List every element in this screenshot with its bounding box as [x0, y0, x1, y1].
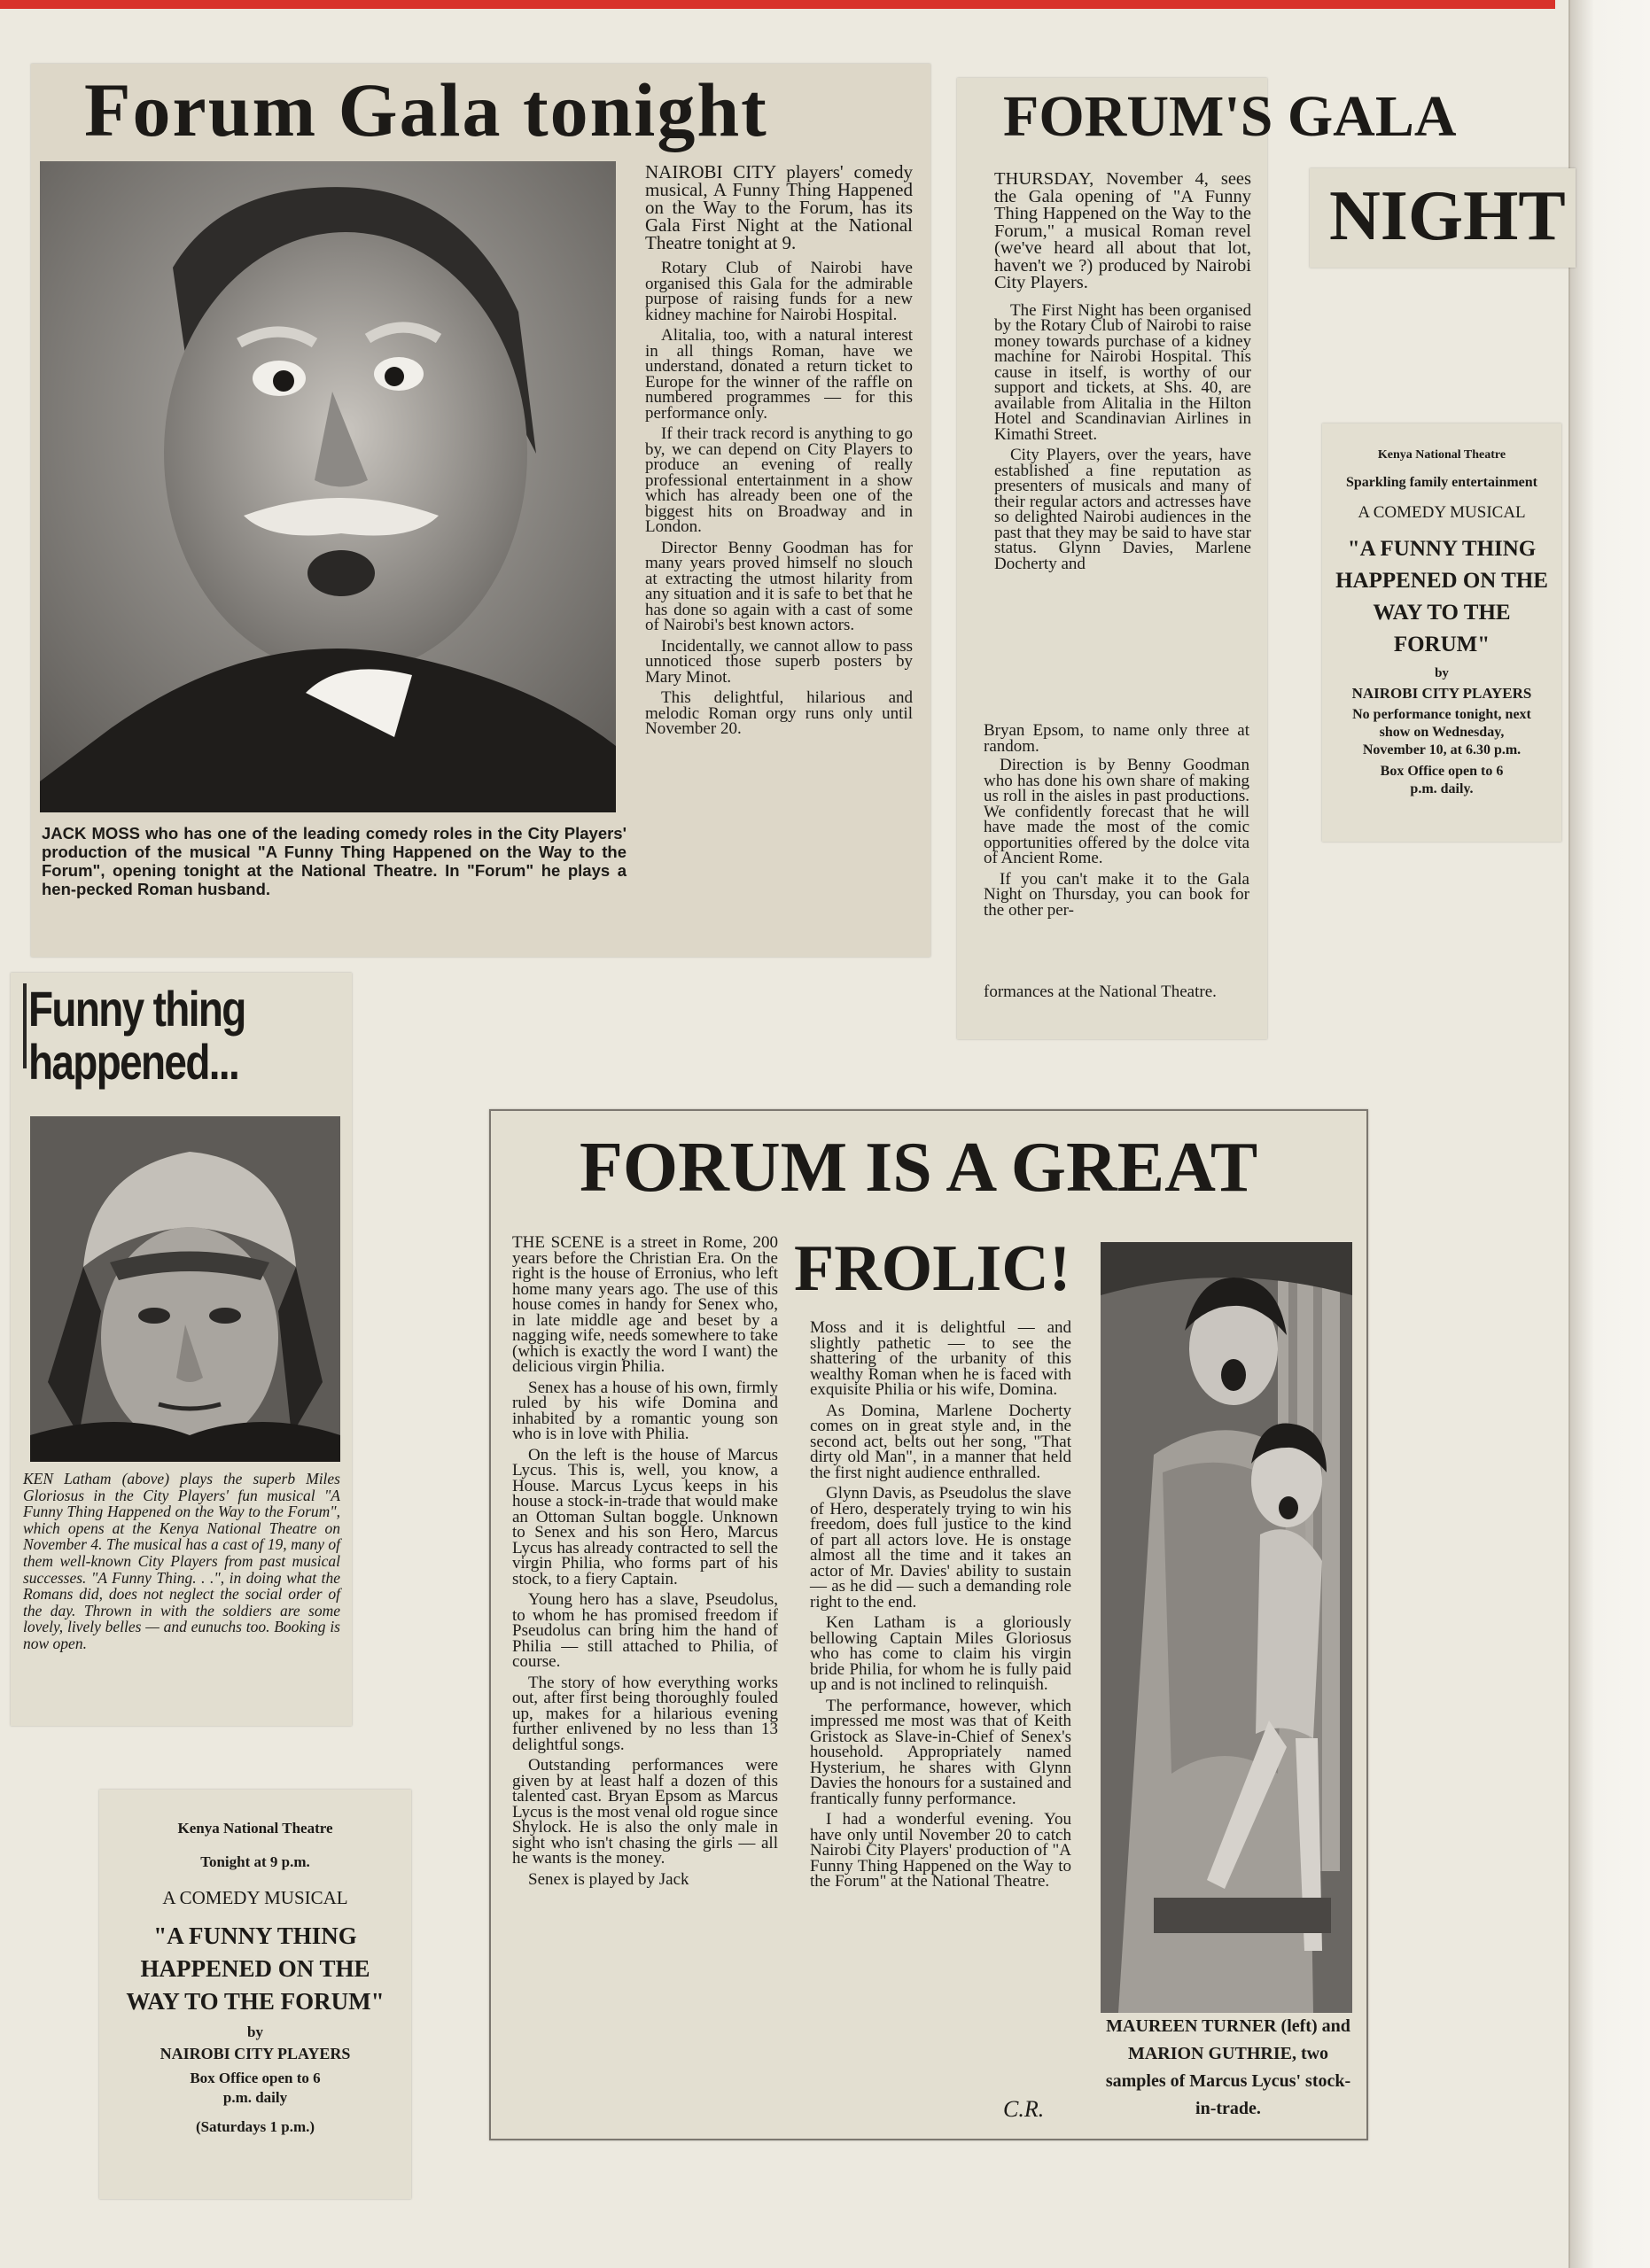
headline-line-2: NIGHT [1329, 177, 1566, 255]
ad-saturday-hours: (Saturdays 1 p.m.) [195, 2118, 315, 2135]
headline-line-1: FORUM IS A GREAT [580, 1129, 1258, 1207]
album-spine [1568, 0, 1650, 2268]
article-column-1 [512, 1235, 778, 1892]
clipping-forum-is-a-great-frolic [489, 1109, 1368, 2140]
paragraph: Moss and it is delightful — and slightly pathetic — to see the shattering of the urbanity of this wealthy Roman when he is faced with exquisite Philia or his wife, Domina. [810, 1318, 1071, 1399]
ad-show-title: "A FUNNY THING HAPPENED ON THE WAY TO THE FORUM" [1335, 537, 1548, 656]
article-body [645, 163, 913, 742]
paragraph: The performance, however, which impressed me most was that of Keith Gristock as Slave-in-Chief of Senex's household. Appropriately named Hysterium, he shares with Glynn Davies the honours for a sustained and frantically funny performance. [810, 1696, 1071, 1808]
paragraph: Rotary Club of Nairobi have organised this Gala for the admirable purpose of raising funds for a new kidney machine for Nairobi Hospital. [645, 259, 913, 324]
photo-caption: KEN Latham (above) plays the superb Miles Gloriosus in the City Players' fun musical "A Funny Thing Happened on the Way to the Forum", which opens at the Kenya National Theatre on November 4. The musical has a cast of 19, many of them well-known City Players from past musical successes. "A Funny Thing. . .", in doing what the Romans did, does not neglect the social order of the day. Thrown in with the soldiers are some lovely, lively belles — and eunuchs too. Booking is now open. [23, 1470, 340, 1652]
headline-line-2: happened... [28, 1034, 239, 1090]
article-tail: formances at the National Theatre. [984, 983, 1217, 1001]
paragraph: Ken Latham is a gloriously bellowing Captain Miles Gloriosus who has come to claim his virgin bride Philia, for whom he is fully paid up and is not inclined to relinquish. [810, 1613, 1071, 1694]
two-women-illustration [1101, 1242, 1352, 2013]
ad-type: A COMEDY MUSICAL [1358, 503, 1526, 522]
photo-ken-latham [30, 1116, 340, 1462]
ad-tagline: Sparkling family entertainment [1346, 475, 1537, 490]
paragraph: Director Benny Goodman has for many years proved himself no slouch at extracting the utmost hilarity from any situation and it is safe to bet that he has done so again with a cast of some of Nairobi's best known actors. [645, 538, 913, 634]
ad-venue: Kenya National Theatre [1377, 448, 1506, 462]
paragraph: The story of how everything works out, after first being thoroughly fouled up, makes for a hilarious evening further enlivened by no less than 13 delightful songs. [512, 1673, 778, 1754]
ad-time: Tonight at 9 p.m. [200, 1853, 310, 1870]
headline-line-1: Funny thing [28, 981, 245, 1037]
headline-line-2: FROLIC! [794, 1232, 1071, 1305]
ad-company: NAIROBI CITY PLAYERS [1351, 685, 1532, 702]
paragraph: The First Night has been organised by the Rotary Club of Nairobi to raise money towards purchase of a kidney machine for Nairobi Hospital. This cause in itself, is worthy of our support and tickets, at Shs. 40, are available from Alitalia in the Hilton Hotel and Scandinavian Airlines in Kimathi Street. [994, 300, 1251, 444]
article-continued [984, 723, 1249, 923]
paragraph: If you can't make it to the Gala Night on Thursday, you can book for the other per- [984, 869, 1249, 920]
paragraph: This delightful, hilarious and melodic Roman orgy runs only until November 20. [645, 688, 913, 738]
ad-box-office: Box Office open to 6 p.m. daily. [1380, 764, 1504, 796]
headline: Forum Gala tonight [84, 67, 768, 152]
clipping-funny-thing-happened [11, 973, 352, 1726]
headline-rule [23, 983, 27, 1068]
lead-paragraph: NAIROBI CITY players' comedy musical, A Funny Thing Happened on the Way to the Forum, has its Gala First Night at the National Theatre tonight at 9. [645, 161, 913, 253]
paragraph: As Domina, Marlene Docherty comes on in great style and, in the second act, belts out her song, "That dirty old Man", in a manner that held the first night audience enthralled. [810, 1401, 1071, 1482]
portrait-illustration [40, 161, 616, 812]
paragraph: Alitalia, too, with a natural interest in all things Roman, have we understand, donated a return ticket to Europe for the winner of the raffle on numbered programmes — for this performance only. [645, 326, 913, 423]
photo-jack-moss [40, 161, 616, 812]
article-column-2 [810, 1320, 1071, 1895]
ad-box-office: Box Office open to 6 p.m. daily [190, 2070, 321, 2106]
headline-line-1: FORUM'S GALA [1003, 84, 1457, 149]
ad-type: A COMEDY MUSICAL [162, 1887, 348, 1908]
paragraph: If their track record is anything to go by, we can depend on City Players to produce an evening of really professional entertainment in a show which has already been one of the biggest hits on Broadway and in London. [645, 424, 913, 536]
advert-kenya-national-theatre-2 [99, 1790, 411, 2199]
advert-kenya-national-theatre-1 [1322, 423, 1561, 842]
ad-company: NAIROBI CITY PLAYERS [160, 2045, 351, 2062]
clipping-forum-gala-tonight [31, 64, 930, 957]
paragraph: Bryan Epsom, to name only three at random. [984, 721, 1249, 756]
paragraph: Glynn Davis, as Pseudolus the slave of Hero, desperately trying to win his freedom, does full justice to the kind of part all actors love. He is onstage almost all the time and it takes an actor of Mr. Davies' ability to sustain — as he did — such a demanding role right to the end. [810, 1484, 1071, 1612]
paragraph: On the left is the house of Marcus Lycus. This is, well, you know, a House. Marcus Lycus keeps in his house a stock-in-trade that would make an Ottoman Sultan boggle. Unknown to Senex and his son Hero, Marcus Lycus has already contracted to sell the virgin Philia, who forms part of his stock, to a fiery Captain. [512, 1445, 778, 1588]
ad-venue: Kenya National Theatre [177, 1820, 333, 1837]
ad-show-title: "A FUNNY THING HAPPENED ON THE WAY TO THE FORUM" [126, 1922, 385, 2015]
paragraph: Senex is played by Jack [528, 1869, 689, 1889]
photo-caption: MAUREEN TURNER (left) and MARION GUTHRIE, two samples of Marcus Lycus' stock-in-trade. [1105, 2016, 1351, 2118]
helmeted-portrait-illustration [30, 1116, 340, 1462]
ad-note: No performance tonight, next show on Wednesday, November 10, at 6.30 p.m. [1352, 707, 1531, 757]
paragraph: THE SCENE is a street in Rome, 200 years before the Christian Era. On the right is the house of Erronius, who left home many years ago. The use of this house comes in handy for Senex who, in late middle age and beset by a nagging wife, needs somewhere to take (which is exactly the word I want) the delicious virgin Philia. [512, 1233, 778, 1376]
photo-maureen-turner-marion-guthrie [1101, 1242, 1352, 2013]
paragraph: City Players, over the years, have established a fine reputation as presenters of musicals and many of their regular actors and actresses have so delighted Nairobi audiences in the past that they may be said to have star status. Glynn Davies, Marlene Docherty and [994, 446, 1251, 573]
paragraph: Senex has a house of his own, firmly ruled by his wife Domina and inhabited by a romantic young son who is in love with Philia. [512, 1378, 778, 1443]
paragraph: Young hero has a slave, Pseudolus, to whom he has promised freedom if Pseudolus can bring him the hand of Philia — still attached to Philia, of course. [512, 1590, 778, 1671]
ad-by: by [1435, 666, 1449, 680]
headline-night-strip [1310, 168, 1576, 268]
article-body [994, 171, 1251, 577]
red-top-edge [0, 0, 1555, 9]
paragraph: Outstanding performances were given by at least half a dozen of this talented cast. Bryan Epsom as Marcus Lycus is the most venal old rogue since Shylock. He is also the only male in sight who isn't chasing the girls — all he wants is the money. [512, 1756, 778, 1868]
lead-paragraph: THURSDAY, November 4, sees the Gala opening of "A Funny Thing Happened on the Way to the Forum," a musical Roman revel (we've heard all about that lot, haven't we ?) produced by Nairobi City Players. [994, 169, 1251, 292]
ad-by: by [247, 2023, 263, 2040]
paragraph: I had a wonderful evening. You have only until November 20 to catch Nairobi City Players' production of "A Funny Thing Happened on the Way to the Forum" at the National Theatre. [810, 1810, 1071, 1891]
signoff: C.R. [1003, 2096, 1045, 2122]
paragraph: Incidentally, we cannot allow to pass unnoticed those superb posters by Mary Minot. [645, 636, 913, 687]
photo-caption: JACK MOSS who has one of the leading comedy roles in the City Players' production of the musical "A Funny Thing Happened on the Way to the Forum", opening tonight at the National Theatre. In "Forum" he plays a hen-pecked Roman husband. [42, 824, 627, 898]
paragraph: Direction is by Benny Goodman who has done his own share of making us roll in the aisles in past productions. We confidently forecast that he will have made the most of the comic opportunities offered by the dolce vita of Ancient Rome. [984, 756, 1249, 867]
